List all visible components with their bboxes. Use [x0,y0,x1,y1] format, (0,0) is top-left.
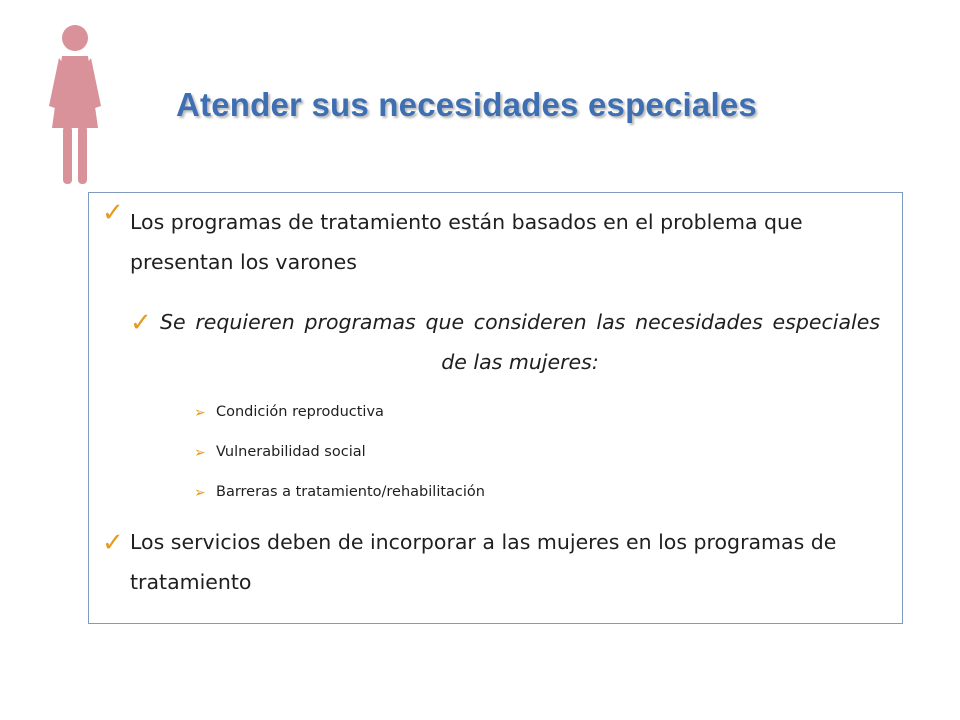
arrow-bullet-icon: ➢ [194,405,206,421]
arrow-bullet-icon: ➢ [194,445,206,461]
bullet-item: Se requieren programas que consideren las necesidades especiales de las mujeres: [160,310,880,374]
check-icon: ✓ [102,528,124,558]
arrow-bullet-icon: ➢ [194,485,206,501]
subbullet-item: Barreras a tratamiento/rehabilitación [216,484,485,500]
check-icon: ✓ [102,198,124,228]
subbullet-item: Vulnerabilidad social [216,444,366,460]
bullet-item: Los servicios deben de incorporar a las mujeres en los programas de tratamiento [130,530,837,594]
slide-title: Atender sus necesidades especiales [176,86,757,123]
woman-figure-icon [44,22,106,186]
subbullet-item: Condición reproductiva [216,404,384,420]
bullet-item: Los programas de tratamiento están basados en el problema que presentan los varones [130,210,803,274]
check-icon: ✓ [130,308,152,338]
